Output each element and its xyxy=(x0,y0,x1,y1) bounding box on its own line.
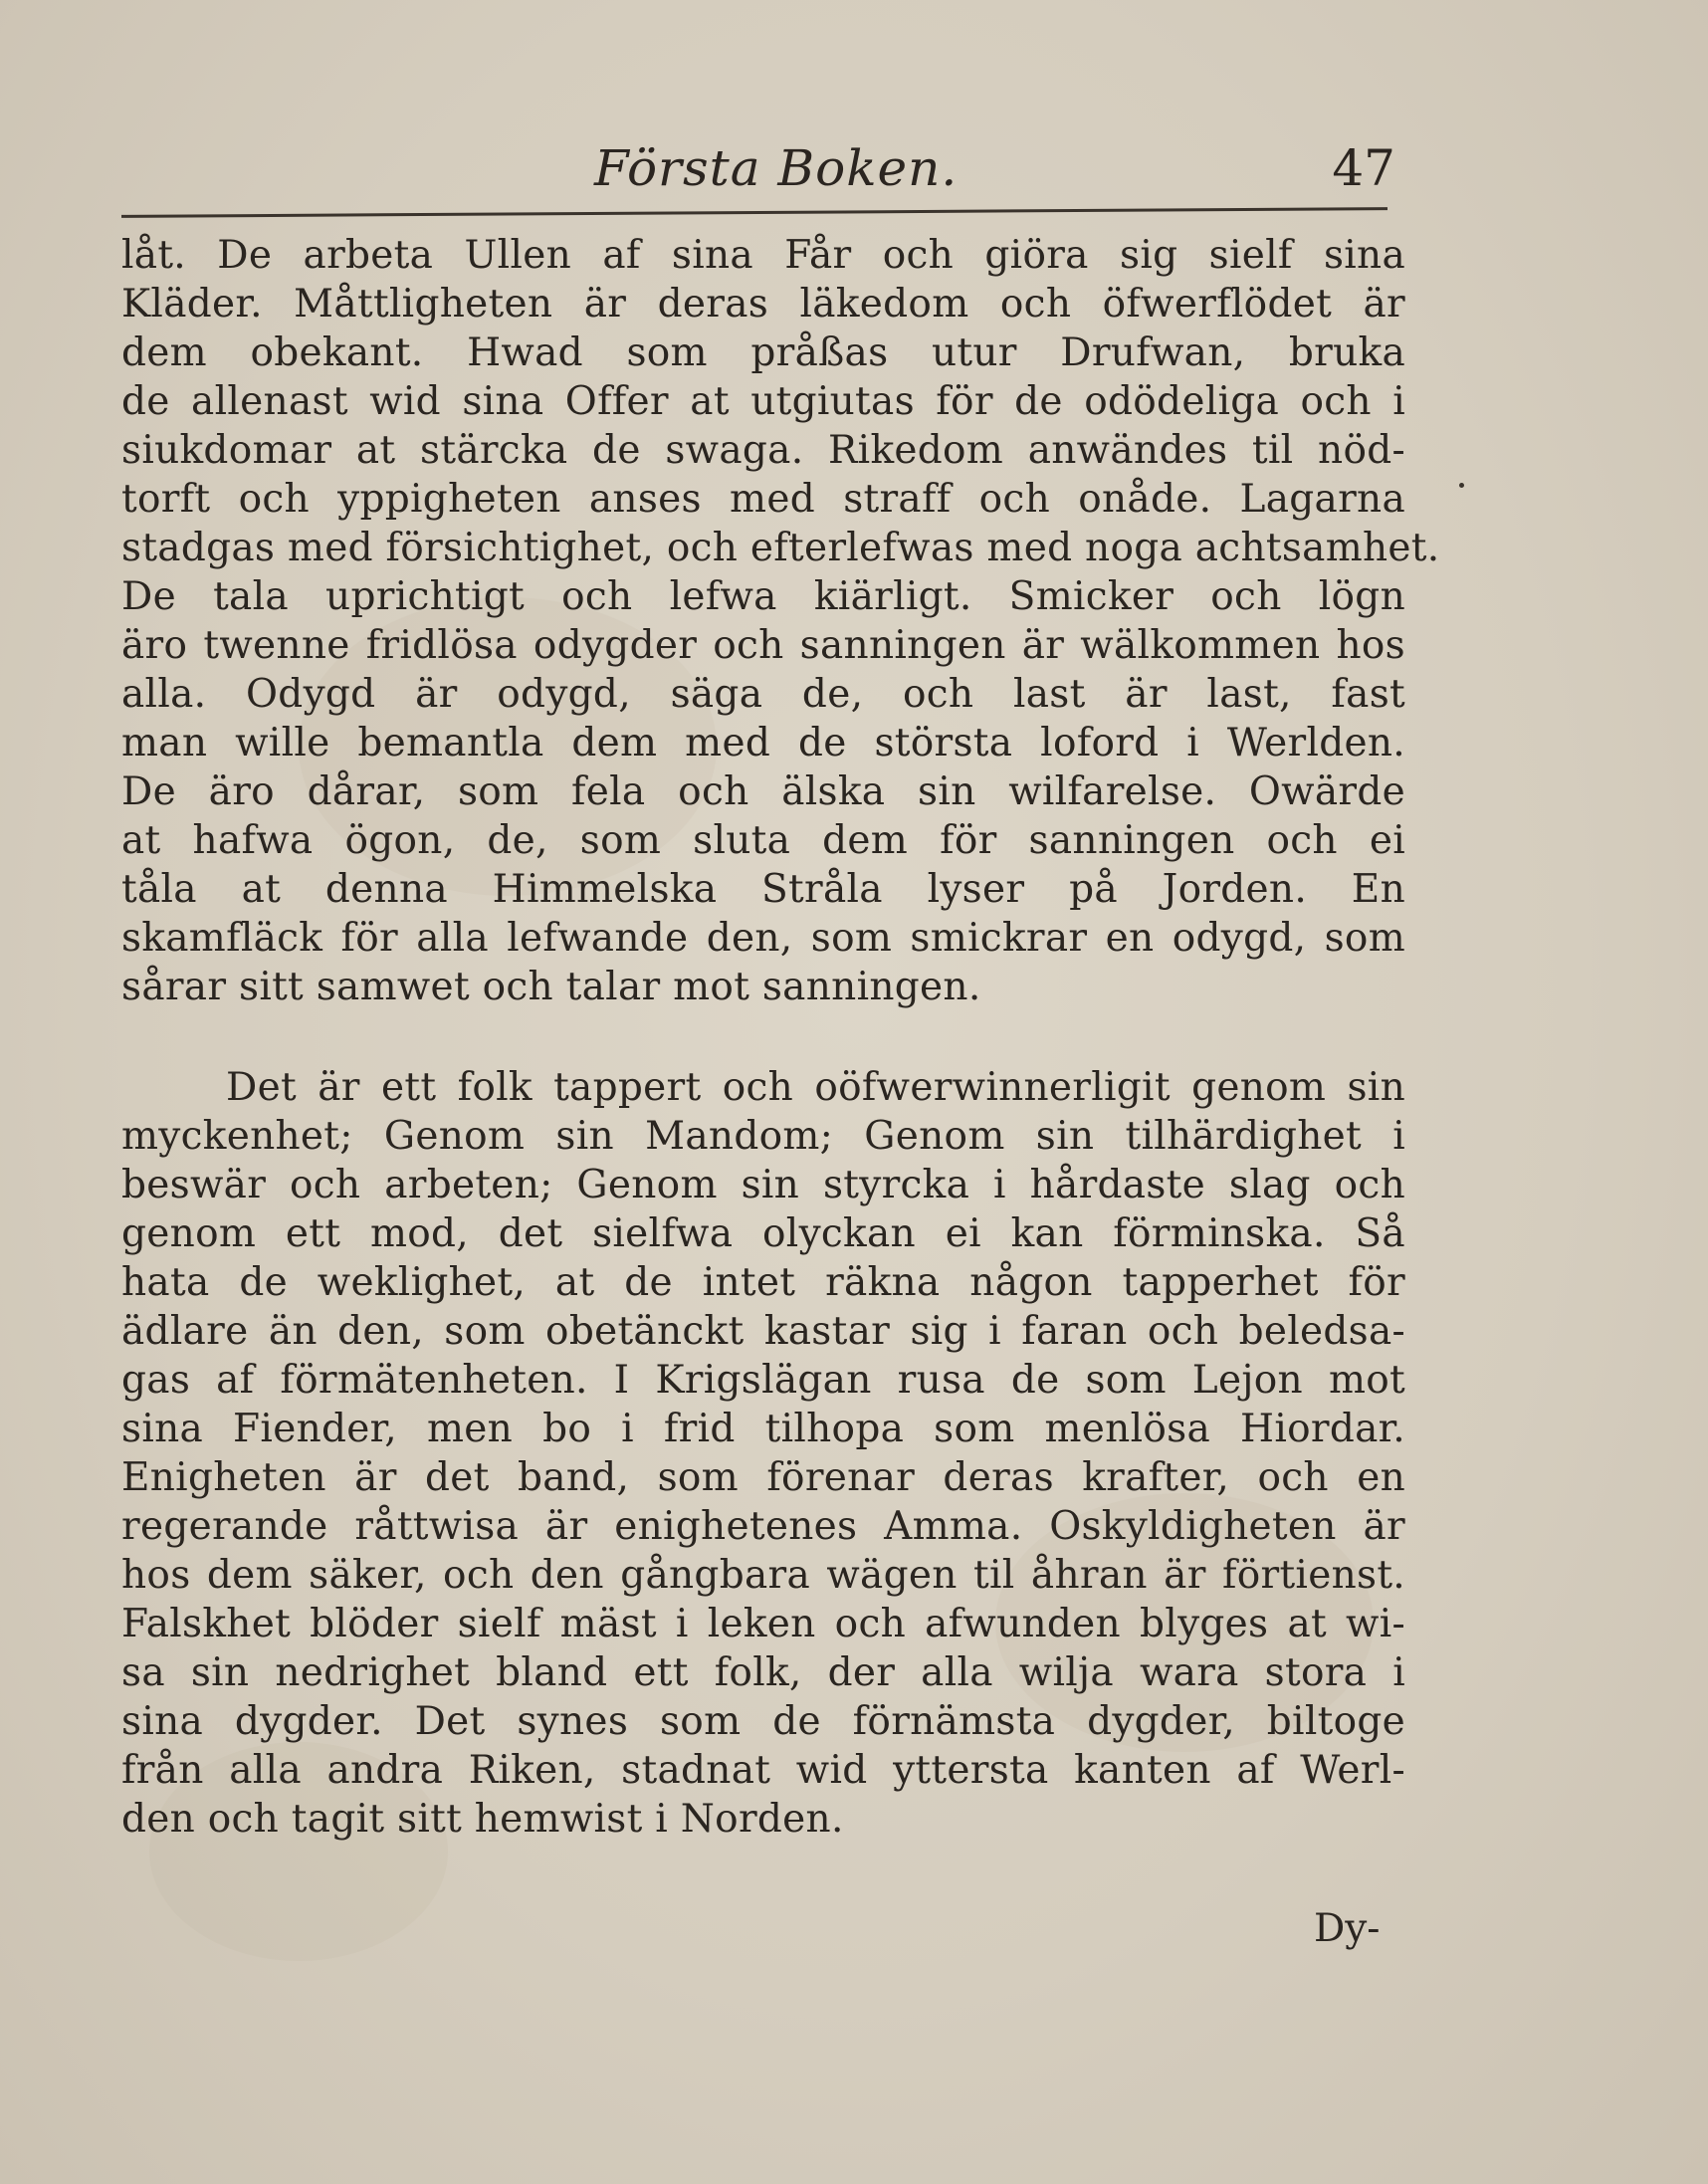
text-line: de allenast wid sina Offer at utgiutas för de odödeliga och i xyxy=(121,379,1405,424)
text-line: gas af förmätenheten. I Krigslägan rusa de som Lejon mot xyxy=(121,1358,1405,1403)
text-line: alla. Odygd är odygd, säga de, och last är last, fast xyxy=(121,672,1405,717)
text-line: man wille bemantla dem med de största loford i Werlden. xyxy=(121,721,1405,765)
text-line: hos dem säker, och den gångbara wägen til åhran är förtienst. xyxy=(121,1553,1405,1598)
text-line: skamfläck för alla lefwande den, som smickrar en odygd, som xyxy=(121,916,1405,961)
page-number: 47 xyxy=(1332,139,1395,197)
text-line: sina Fiender, men bo i frid tilhopa som menlösa Hiordar. xyxy=(121,1407,1405,1451)
text-line: De äro dårar, som fela och älska sin wilfarelse. Owärde xyxy=(121,769,1405,814)
ink-speck xyxy=(1459,483,1464,488)
text-line: sårar sitt samwet och talar mot sanningen. xyxy=(121,965,981,1009)
text-line: myckenhet; Genom sin Mandom; Genom sin tilhärdighet i xyxy=(121,1114,1405,1159)
text-line: dem obekant. Hwad som pråßas utur Drufwan, bruka xyxy=(121,330,1405,375)
paragraph xyxy=(121,1063,1405,1844)
paragraph-gap xyxy=(121,1011,1405,1063)
text-line: De tala uprichtigt och lefwa kiärligt. Smicker och lögn xyxy=(121,574,1405,619)
body-text xyxy=(121,231,1440,1844)
text-line: genom ett mod, det sielfwa olyckan ei kan förminska. Så xyxy=(121,1211,1405,1256)
text-line: äro twenne fridlösa odygder och sanningen är wälkommen hos xyxy=(121,623,1405,668)
text-line: torft och yppigheten anses med straff och onåde. Lagarna xyxy=(121,477,1405,522)
text-line: ädlare än den, som obetänckt kastar sig i faran och beledsa- xyxy=(121,1309,1405,1354)
text-line: siukdomar at stärcka de swaga. Rikedom anwändes til nöd- xyxy=(121,428,1405,473)
text-line: sina dygder. Det synes som de förnämsta dygder, biltoge xyxy=(121,1699,1405,1744)
text-line: at hafwa ögon, de, som sluta dem för sanningen och ei xyxy=(121,818,1405,863)
running-title: Första Boken. xyxy=(594,139,959,197)
page-header xyxy=(121,139,1395,209)
paragraph xyxy=(121,231,1440,1011)
text-line: beswär och arbeten; Genom sin styrcka i hårdaste slag och xyxy=(121,1163,1405,1207)
text-line: från alla andra Riken, stadnat wid yttersta kanten af Werl- xyxy=(121,1748,1405,1793)
text-line: Kläder. Måttligheten är deras läkedom och öfwerflödet är xyxy=(121,282,1405,327)
text-line: den och tagit sitt hemwist i Norden. xyxy=(121,1797,844,1842)
text-line: stadgas med försichtighet, och efterlefwas med noga achtsamhet. xyxy=(121,526,1440,570)
text-line: hata de weklighet, at de intet räkna någon tapperhet för xyxy=(121,1260,1405,1305)
text-line: låt. De arbeta Ullen af sina Får och giöra sig sielf sina xyxy=(121,233,1405,278)
text-line: regerande råttwisa är enighetenes Amma. Oskyldigheten är xyxy=(121,1504,1405,1549)
text-line: sa sin nedrighet bland ett folk, der alla wilja wara stora i xyxy=(121,1650,1405,1695)
catchword: Dy- xyxy=(1314,1906,1381,1951)
text-line: Det är ett folk tappert och oöfwerwinnerligit genom sin xyxy=(226,1065,1405,1110)
text-line: Falskhet blöder sielf mäst i leken och afwunden blyges at wi- xyxy=(121,1602,1405,1646)
text-line: Enigheten är det band, som förenar deras krafter, och en xyxy=(121,1455,1405,1500)
text-line: tåla at denna Himmelska Stråla lyser på Jorden. En xyxy=(121,867,1405,912)
